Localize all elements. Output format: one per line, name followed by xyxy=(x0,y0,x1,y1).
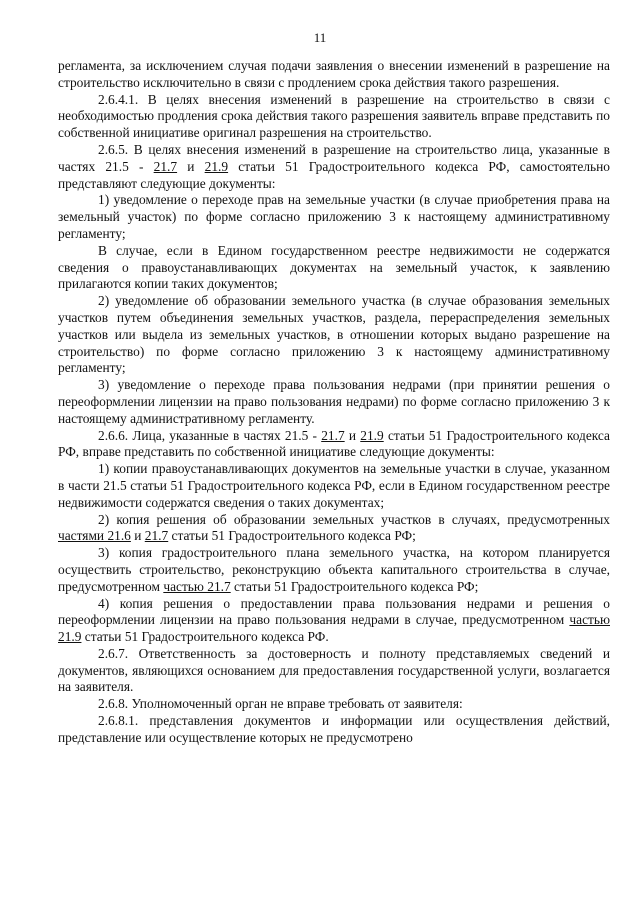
text-segment: статьи 51 Градостроительного кодекса РФ, самостоятельно представляют следующие документы: xyxy=(58,158,610,191)
text-segment: 2) копия решения об образовании земельных участков в случаях, предусмотренных xyxy=(98,511,610,527)
text-segment: статьи 51 Градостроительного кодекса РФ, вправе представить по собственной инициативе следующие документы: xyxy=(58,427,610,460)
paragraph-optional-item-2 xyxy=(58,512,610,546)
paragraph-2-6-5 xyxy=(58,142,610,192)
law-link[interactable]: 21.7 xyxy=(144,528,169,544)
text-segment: и xyxy=(130,528,145,544)
paragraph-2-6-6 xyxy=(58,428,610,462)
text-segment: и xyxy=(177,158,205,174)
paragraph-optional-item-3 xyxy=(58,545,610,595)
text-segment: статьи 51 Градостроительного кодекса РФ; xyxy=(168,528,416,544)
text-segment: статьи 51 Градостроительного кодекса РФ. xyxy=(81,629,329,645)
law-link[interactable]: 21.7 xyxy=(153,158,178,174)
paragraph-optional-item-1: 1) копии правоустанавливающих документов на земельные участки в случае, указанном в части 21.5 статьи 51 Градостроительного кодекса РФ, если в Едином государственном реестре недвижимости содержатся сведения о таких документах; xyxy=(58,461,610,510)
paragraph-2-6-7: 2.6.7. Ответственность за достоверность и полноту представляемых сведений и документов, являющихся основанием для предоставления государственной услуги, возлагается на заявителя. xyxy=(58,645,610,695)
text-segment: статьи 51 Градостроительного кодекса РФ; xyxy=(230,578,479,594)
document-body xyxy=(58,58,610,747)
law-link[interactable]: частями 21.6 xyxy=(58,528,131,544)
paragraph-item-2-land-formation: 2) уведомление об образовании земельного участка (в случае образования земельных участков путем объединения земельных участков, раздела, перераспределения земельных участков или выдела из земельных участков, в отношении которых выдано разрешение на строительство) по форме согласно приложению 3 к настоящему административному регламенту; xyxy=(58,293,610,376)
paragraph-item-3-subsoil: 3) уведомление о переходе права пользования недрами (при принятии решения о переоформлении лицензии на право пользования недрами) по форме согласно приложению 3 к настоящему административному регламенту. xyxy=(58,377,610,426)
paragraph-2-6-8: 2.6.8. Уполномоченный орган не вправе требовать от заявителя: xyxy=(98,696,463,712)
law-link[interactable]: 21.9 xyxy=(204,158,229,174)
paragraph-2-6-4-1: 2.6.4.1. В целях внесения изменений в разрешение на строительство в связи с необходимостью продления срока действия такого разрешения заявитель вправе представить по собственной инициативе оригинал разрешения на строительство. xyxy=(58,91,610,141)
paragraph-regulation-continuation: регламента, за исключением случая подачи заявления о внесении изменений в разрешение на строительство исключительно в связи с продлением срока действия такого разрешения. xyxy=(58,58,610,90)
law-link[interactable]: частью 21.9 xyxy=(58,612,610,645)
law-link[interactable]: 21.7 xyxy=(321,427,345,443)
text-segment: и xyxy=(344,427,361,443)
text-segment: 3) копия градостроительного плана земельного участка, на котором планируется осуществить строительство, реконструкцию объекта капитального строительства в случае, предусмотренном xyxy=(58,545,610,594)
paragraph-2-6-8-1: 2.6.8.1. представления документов и информации или осуществления действий, представление или осуществление которых не предусмотрено xyxy=(58,713,610,745)
page-number: 11 xyxy=(313,30,327,45)
text-segment: 2.6.6. Лица, указанные в частях 21.5 - xyxy=(98,427,322,443)
paragraph-registry-case: В случае, если в Едином государственном реестре недвижимости не содержатся сведения о правоустанавливающих документах на земельный участок, к заявлению прилагаются копии таких документов; xyxy=(58,242,610,292)
paragraph-item-1-land-rights: 1) уведомление о переходе прав на земельные участки (в случае приобретения права на земельный участок) по форме согласно приложению 3 к настоящему административному регламенту; xyxy=(58,192,610,241)
text-segment: 4) копия решения о предоставлении права пользования недрами и решения о переоформлении лицензии на право пользования недрами в случае, предусмотренном xyxy=(58,595,610,628)
paragraph-optional-item-4 xyxy=(58,596,610,646)
text-segment: 2.6.5. В целях внесения изменений в разрешение на строительство лица, указанные в частях 21.5 - xyxy=(58,141,610,174)
law-link[interactable]: частью 21.7 xyxy=(163,578,231,594)
law-link[interactable]: 21.9 xyxy=(360,427,384,443)
